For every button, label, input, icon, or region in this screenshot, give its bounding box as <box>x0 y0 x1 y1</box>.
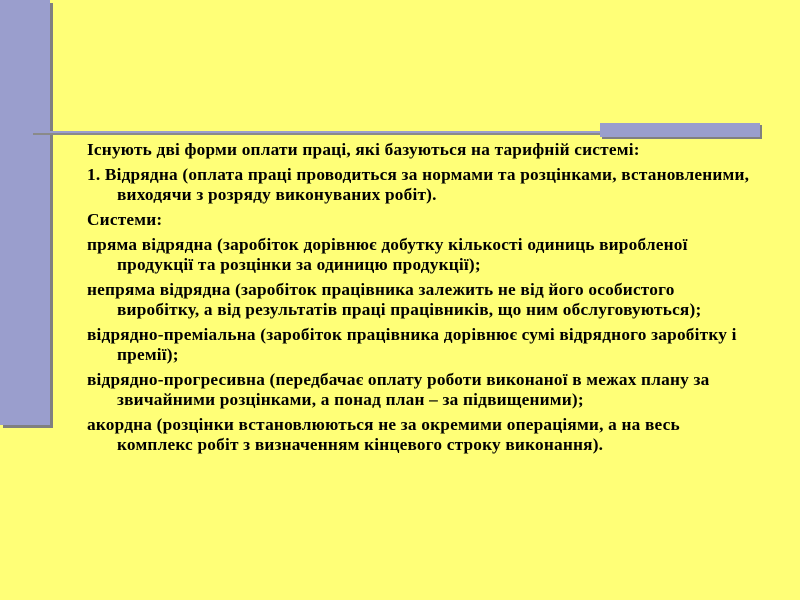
left-decorative-band <box>0 0 50 425</box>
body-paragraph: 1. Відрядна (оплата праці проводиться за нормами та розцінками, встановленими, виходячи з розряду виконуваних робіт). <box>87 165 750 204</box>
body-paragraph: відрядно-преміальна (заробіток працівника дорівнює сумі відрядного заробітку і премії); <box>87 325 737 364</box>
body-paragraph: Системи: <box>87 210 163 229</box>
body-paragraph: відрядно-прогресивна (передбачає оплату роботи виконаної в межах плану за звичайними розцінками, а понад план – за підвищеними); <box>87 370 710 409</box>
body-paragraph: акордна (розцінки встановлюються не за окремими операціями, а на весь комплекс робіт з визначенням кінцевого строку виконання). <box>87 415 680 454</box>
body-paragraph: пряма відрядна (заробіток дорівнює добутку кількості одиниць виробленої продукції та розцінки за одиницю продукції); <box>87 235 688 274</box>
slide-body-text <box>87 140 755 460</box>
body-paragraph: непряма відрядна (заробіток працівника залежить не від його особистого виробітку, а від результатів праці працівників, що ним обслуговуються); <box>87 280 702 319</box>
right-decorative-bar <box>600 123 760 137</box>
body-paragraph: Існують дві форми оплати праці, які базуються на тарифній системі: <box>87 140 640 159</box>
